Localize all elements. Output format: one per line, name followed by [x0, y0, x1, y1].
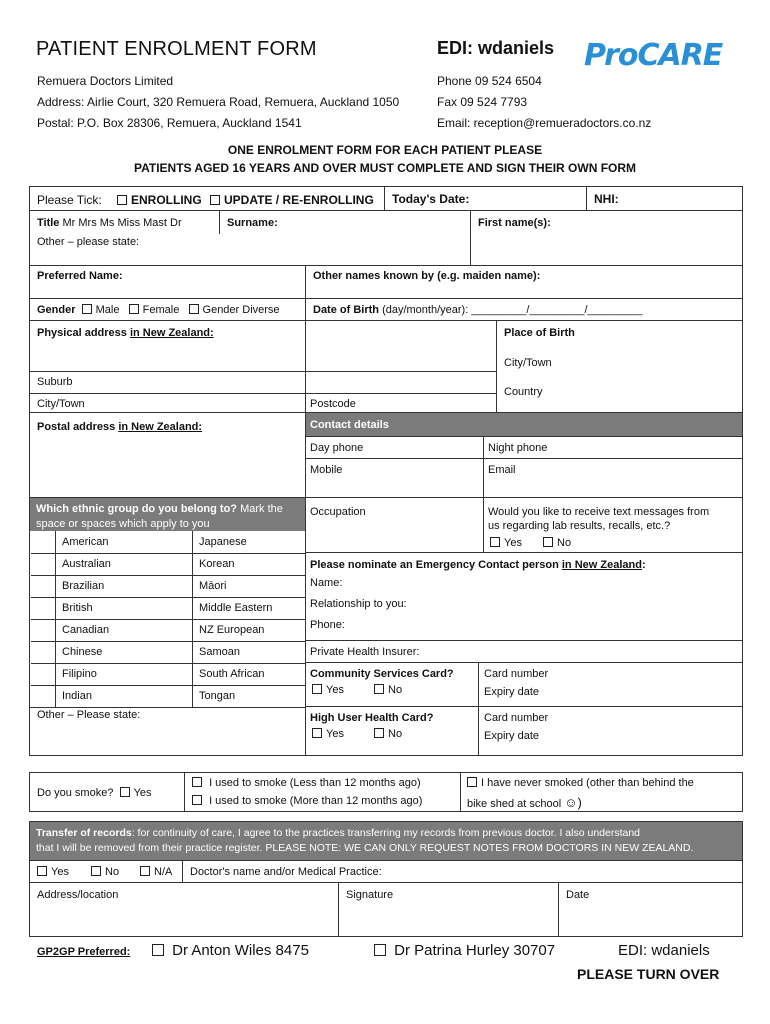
date-label: Date: [566, 889, 590, 901]
huhc-yes[interactable]: Yes: [312, 728, 344, 740]
contact-details-header: Contact details: [306, 413, 742, 436]
gp2gp-label: GP2GP Preferred:: [37, 946, 131, 958]
practice-email: Email: reception@remueradoctors.co.nz: [437, 116, 652, 130]
first-names-label: First name(s):: [478, 217, 551, 229]
ethnic-option[interactable]: Filipino: [62, 668, 97, 680]
emergency-relationship-label: Relationship to you:: [310, 598, 407, 610]
csc-card-number-label: Card number: [484, 668, 549, 680]
place-of-birth-label: Place of Birth: [504, 327, 575, 339]
transfer-header: Transfer of records: for continuity of care, I agree to the practices transferring my records from previous doctor. I also understand that I will be removed from their practice register. PLEASE NOTE: WE CAN ONLY REQUEST NOTES FROM DOCTORS IN NEW ZEALAND.: [30, 822, 742, 860]
practice-phone: Phone 09 524 6504: [437, 74, 542, 88]
ethnic-other-label: Other – Please state:: [37, 709, 141, 721]
please-tick-label: Please Tick:: [37, 193, 102, 207]
practice-address: Address: Airlie Court, 320 Remuera Road, Remuera, Auckland 1050: [37, 95, 400, 109]
smoke-yes-checkbox[interactable]: Yes: [120, 787, 152, 799]
ethnic-option[interactable]: South African: [199, 668, 265, 680]
ethnic-option[interactable]: Middle Eastern: [199, 602, 273, 614]
csc-expiry-label: Expiry date: [484, 686, 540, 698]
huhc-no[interactable]: No: [374, 728, 402, 740]
ethnic-option[interactable]: Indian: [62, 690, 92, 702]
smiley-icon: ☺): [564, 795, 582, 810]
huhc-label: High User Health Card?: [310, 712, 434, 724]
huhc-card-number-label: Card number: [484, 712, 549, 724]
city-town-label: City/Town: [37, 398, 85, 410]
ethnic-option[interactable]: Māori: [199, 580, 227, 592]
ethnic-option[interactable]: British: [62, 602, 93, 614]
smoke-question: Do you smoke? Yes: [37, 787, 152, 799]
huhc-expiry-label: Expiry date: [484, 730, 540, 742]
emergency-phone-label: Phone:: [310, 619, 345, 631]
ethnic-option[interactable]: American: [62, 536, 109, 548]
birth-city-label: City/Town: [504, 357, 552, 369]
ethnic-group-header: Which ethnic group do you belong to? Mark the space or spaces which apply to you: [30, 498, 305, 531]
text-msg-no[interactable]: No: [543, 537, 571, 549]
update-checkbox[interactable]: UPDATE / RE-ENROLLING: [210, 193, 374, 207]
csc-label: Community Services Card?: [310, 668, 454, 680]
mobile-label: Mobile: [310, 464, 343, 476]
surname-label: Surname:: [227, 217, 278, 229]
postal-address-label: Postal address in New Zealand:: [37, 421, 203, 433]
female-checkbox[interactable]: Female: [129, 304, 180, 316]
title-field[interactable]: Title Mr Mrs Ms Miss Mast Dr: [37, 217, 182, 229]
never-smoked-checkbox[interactable]: I have never smoked (other than behind the: [467, 777, 694, 789]
todays-date-label: Today's Date:: [392, 192, 470, 206]
gender-field: Gender Male Female Gender Diverse: [37, 304, 280, 316]
footer-edi: EDI: wdaniels: [618, 942, 710, 959]
suburb-label: Suburb: [37, 376, 73, 388]
procare-logo: ProCARE: [584, 38, 723, 73]
address-location-label: Address/location: [37, 889, 119, 901]
doctor-name-label: Doctor's name and/or Medical Practice:: [190, 866, 382, 878]
gender-diverse-checkbox[interactable]: Gender Diverse: [189, 304, 280, 316]
ethnic-option[interactable]: Korean: [199, 558, 235, 570]
practice-name: Remuera Doctors Limited: [37, 74, 174, 88]
ethnic-option[interactable]: Canadian: [62, 624, 110, 636]
postcode-label: Postcode: [310, 398, 356, 410]
night-phone-label: Night phone: [488, 442, 548, 454]
ethnic-option[interactable]: Tongan: [199, 690, 236, 702]
ethnic-option[interactable]: Chinese: [62, 646, 103, 658]
text-msg-question-1: Would you like to receive text messages from: [488, 506, 710, 518]
please-turn-over: PLEASE TURN OVER: [577, 966, 720, 982]
smoke-more-checkbox[interactable]: I used to smoke (More than 12 months ago): [192, 795, 422, 807]
smoke-less-checkbox[interactable]: I used to smoke (Less than 12 months ago): [192, 777, 421, 789]
csc-yes[interactable]: Yes: [312, 684, 344, 696]
transfer-na[interactable]: N/A: [140, 866, 172, 878]
male-checkbox[interactable]: Male: [82, 304, 120, 316]
enrolling-checkbox[interactable]: ENROLLING: [117, 193, 202, 207]
transfer-yes[interactable]: Yes: [37, 866, 69, 878]
edi-code: EDI: wdaniels: [437, 38, 555, 58]
dr-hurley-checkbox[interactable]: Dr Patrina Hurley 30707: [374, 942, 555, 959]
dob-field[interactable]: Date of Birth (day/month/year): _________/_________/_________: [313, 304, 643, 316]
ethnic-option[interactable]: Samoan: [199, 646, 240, 658]
ethnic-option[interactable]: Australian: [62, 558, 111, 570]
nhi-label: NHI:: [594, 192, 619, 206]
text-msg-question-2: us regarding lab results, recalls, etc.?: [488, 520, 671, 532]
transfer-no[interactable]: No: [91, 866, 119, 878]
never-smoked-line2: bike shed at school ☺): [467, 795, 582, 810]
practice-postal: Postal: P.O. Box 28306, Remuera, Auckland 1541: [37, 116, 302, 130]
title-other-label: Other – please state:: [37, 236, 140, 248]
ethnic-option[interactable]: Japanese: [199, 536, 247, 548]
day-phone-label: Day phone: [310, 442, 364, 454]
emergency-contact-heading: Please nominate an Emergency Contact person in New Zealand:: [310, 559, 646, 571]
occupation-label: Occupation: [310, 506, 366, 518]
text-msg-yes[interactable]: Yes: [490, 537, 522, 549]
notice-line2: PATIENTS AGED 16 YEARS AND OVER MUST COMPLETE AND SIGN THEIR OWN FORM: [133, 161, 637, 175]
form-title: PATIENT ENROLMENT FORM: [36, 38, 317, 60]
signature-label: Signature: [346, 889, 394, 901]
ethnic-option[interactable]: Brazilian: [62, 580, 105, 592]
notice-line1: ONE ENROLMENT FORM FOR EACH PATIENT PLEASE: [227, 143, 543, 157]
csc-no[interactable]: No: [374, 684, 402, 696]
ethnic-option[interactable]: NZ European: [199, 624, 265, 636]
birth-country-label: Country: [504, 386, 543, 398]
emergency-name-label: Name:: [310, 577, 343, 589]
email-label: Email: [488, 464, 516, 476]
dr-wiles-checkbox[interactable]: Dr Anton Wiles 8475: [152, 942, 309, 959]
physical-address-label: Physical address in New Zealand:: [37, 327, 214, 339]
private-insurer-label: Private Health Insurer:: [310, 646, 420, 658]
practice-fax: Fax 09 524 7793: [437, 95, 528, 109]
preferred-name-label: Preferred Name:: [37, 270, 123, 282]
other-names-label: Other names known by (e.g. maiden name):: [313, 270, 541, 282]
